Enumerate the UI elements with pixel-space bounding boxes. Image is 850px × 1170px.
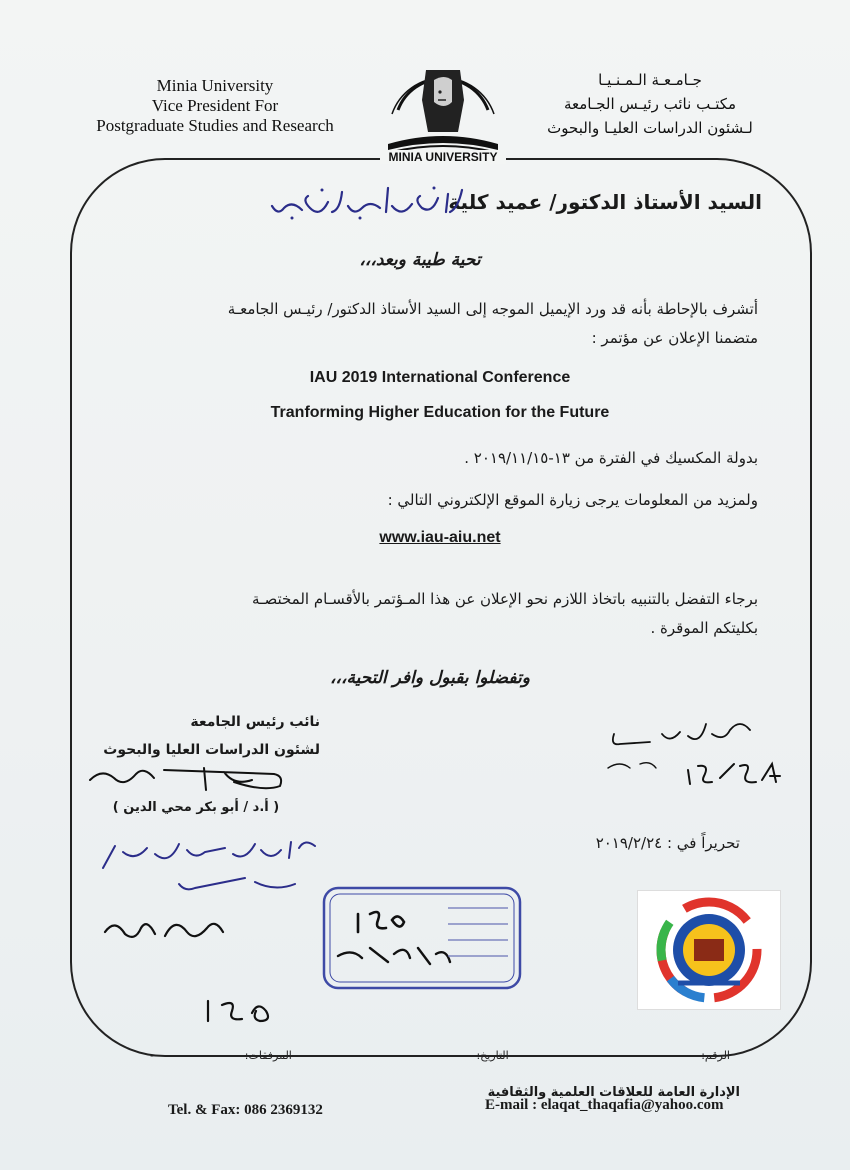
- footer-email[interactable]: E-mail : elaqat_thaqafia@yahoo.com: [485, 1097, 724, 1113]
- logo-caption: MINIA UNIVERSITY: [380, 150, 506, 164]
- signature-title-line: نائب رئيس الجامعة: [190, 714, 320, 730]
- signature-title: [80, 708, 320, 764]
- footer-telephone: Tel. & Fax: 086 2369132: [168, 1102, 323, 1118]
- university-logo-icon: [378, 40, 508, 168]
- emblem-icon: [638, 891, 780, 1009]
- footer-attachments-field: المرفقات: -----------------------: [150, 1049, 292, 1062]
- english-header: [80, 76, 350, 136]
- signature-title-line: لشئون الدراسات العليا والبحوث: [103, 742, 320, 758]
- paragraph-announcement: [108, 295, 758, 353]
- english-header-line: Vice President For: [151, 96, 279, 115]
- paragraph-line: متضمنا الإعلان عن مؤتمر :: [591, 329, 758, 347]
- dated-line: تحريراً في : ٢٠١٩/٢/٢٤: [595, 834, 740, 852]
- arabic-header-line: لـشئون الدراسات العليـا والبحوث: [547, 119, 753, 137]
- received-stamp: [318, 878, 528, 994]
- handwritten-number: [200, 995, 280, 1025]
- salutation-line: السيد الأستاذ الدكتور/ عميد كلية: [448, 190, 762, 214]
- handwritten-date-note: [600, 712, 790, 792]
- closing-line: وتفضلوا بقبول وافر التحية،،،: [330, 668, 530, 688]
- greeting-line: تحية طيبة وبعد،،،: [359, 250, 481, 270]
- footer-department: الإدارة العامة للعلاقات العلمية والثقافية: [487, 1085, 740, 1100]
- paragraph-line: أتشرف بالإحاطة بأنه قد ورد الإيميل الموجه إلى السيد الأستاذ الدكتور/ رئيـس الجامعـة: [227, 300, 758, 318]
- arabic-header-line: مكتـب نائب رئيـس الجـامعة: [563, 95, 737, 113]
- website-link[interactable]: www.iau-aiu.net: [379, 529, 501, 546]
- paragraph-request: [108, 585, 758, 643]
- conference-subtitle: Tranforming Higher Education for the Future: [270, 404, 610, 421]
- paragraph-more-info: ولمزيد من المعلومات يرجى زيارة الموقع الإلكتروني التالي :: [387, 491, 758, 509]
- paragraph-dates: بدولة المكسيك في الفترة من ١٣-٢٠١٩/١١/١٥ .: [464, 449, 758, 467]
- english-header-line: Minia University: [156, 76, 274, 95]
- handwritten-faculty-name: [262, 178, 472, 228]
- electronic-services-emblem: [637, 890, 781, 1010]
- english-header-line: Postgraduate Studies and Research: [96, 116, 334, 135]
- paragraph-line: برجاء التفضل بالتنبيه باتخاذ اللازم نحو الإعلان عن هذا المـؤتمر بالأقسـام المختصـة: [252, 590, 758, 608]
- footer-fields: [150, 1049, 730, 1062]
- arabic-header-line: جـامـعـة الـمـنـيـا: [598, 71, 702, 89]
- paragraph-line: بكليتكم الموقرة .: [650, 619, 758, 637]
- footer-ref-field: الرقم: ------------------------: [602, 1049, 730, 1062]
- handwritten-referral-note: [95, 832, 325, 952]
- conference-title: IAU 2019 International Conference: [309, 369, 571, 386]
- signatory-name: ( أ.د / أبو بكر محي الدين ): [112, 800, 280, 815]
- footer-date-field: التاريخ: ----------------------: [385, 1049, 509, 1062]
- arabic-header: [520, 68, 780, 140]
- handwritten-signature: [84, 760, 314, 796]
